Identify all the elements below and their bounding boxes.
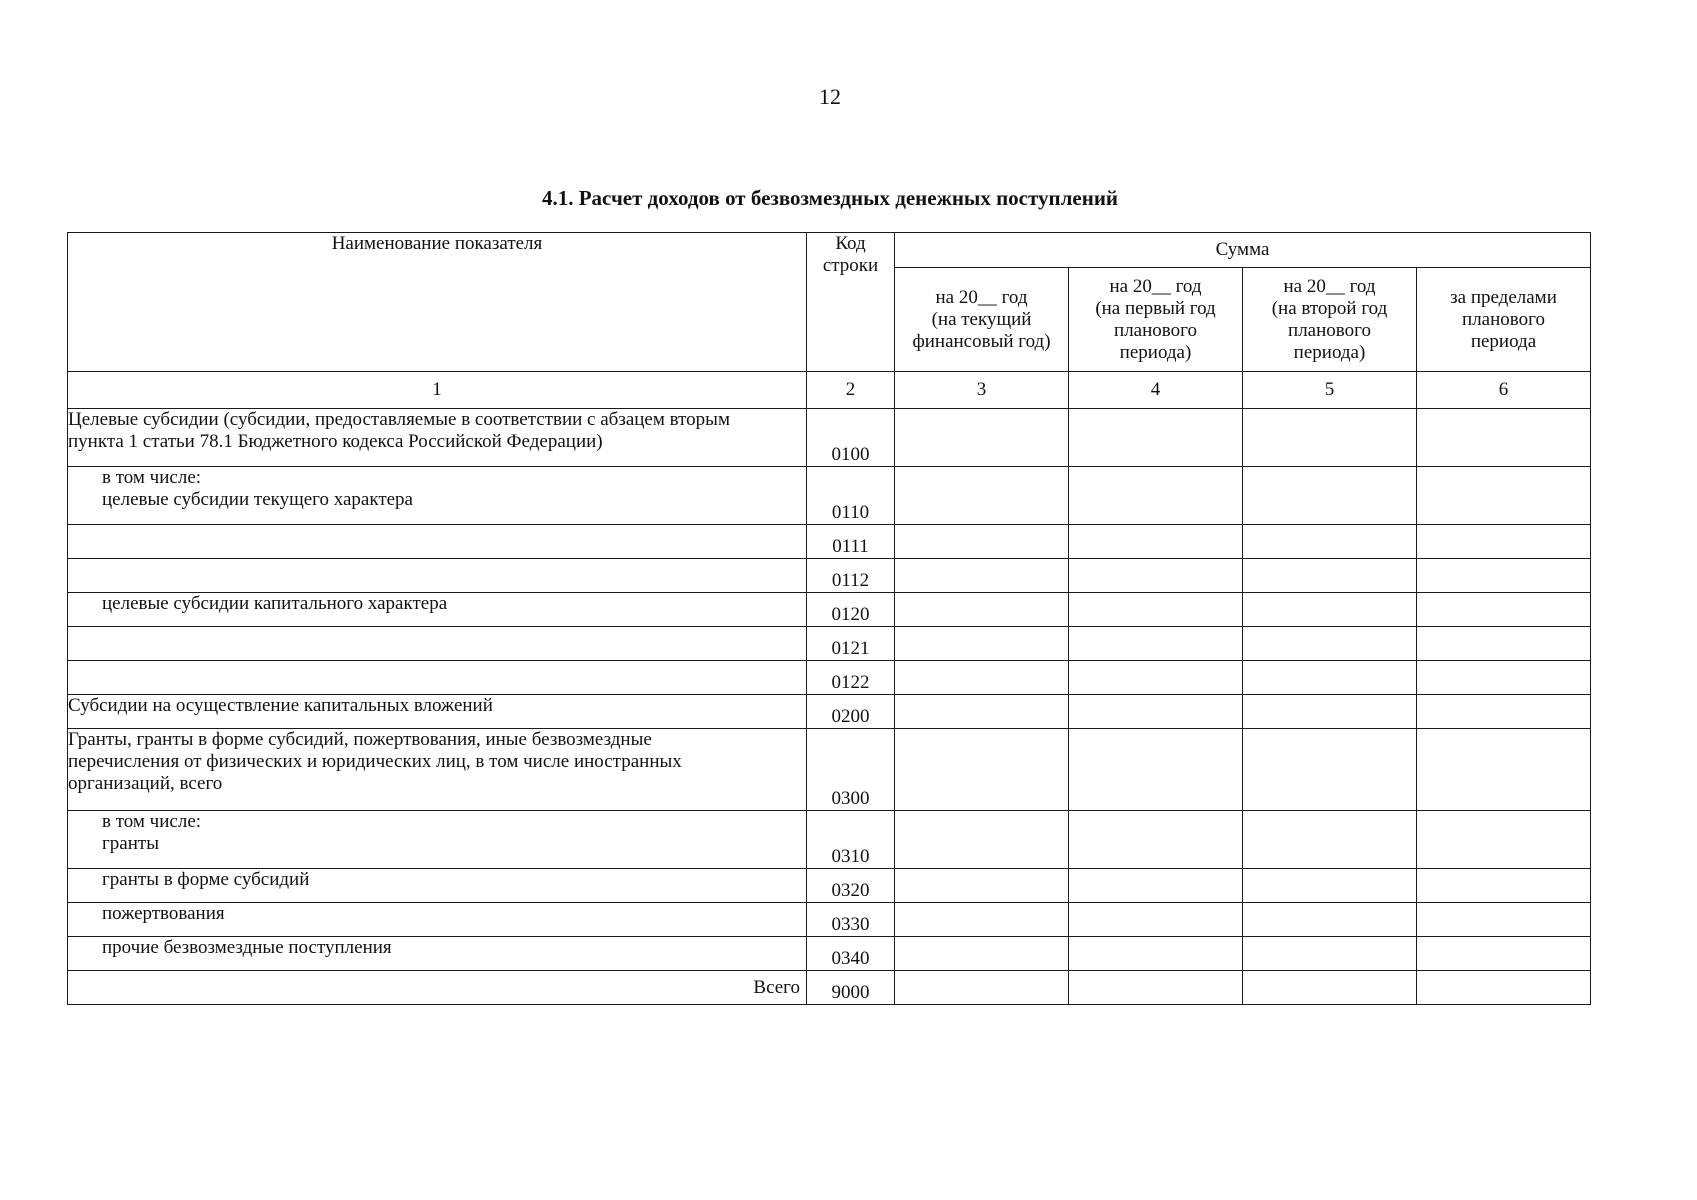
row-name: Субсидии на осуществление капитальных вложений <box>68 695 807 729</box>
value-cell <box>1243 937 1417 971</box>
value-cell <box>1417 811 1591 869</box>
value-cell <box>895 409 1069 467</box>
value-cell <box>1417 971 1591 1005</box>
row-name <box>68 467 807 525</box>
header-code-line2: строки <box>822 255 879 276</box>
value-cell <box>1243 467 1417 525</box>
table-row <box>68 467 1591 525</box>
row-name <box>68 409 807 467</box>
header-period-first-plan <box>1069 268 1243 372</box>
header-sub-line: (на текущий <box>931 308 1032 330</box>
table-row <box>68 811 1591 869</box>
value-cell <box>1069 937 1243 971</box>
header-sub-line: за пределами <box>1450 286 1557 308</box>
row-name: целевые субсидии капитального характера <box>68 593 807 627</box>
value-cell <box>1069 409 1243 467</box>
value-cell <box>1069 661 1243 695</box>
value-cell <box>1417 869 1591 903</box>
page-number: 12 <box>819 84 841 109</box>
value-cell <box>1069 593 1243 627</box>
value-cell <box>895 695 1069 729</box>
header-indicator-name: Наименование показателя <box>68 233 807 372</box>
header-sub-line: на 20__ год <box>1283 275 1376 297</box>
value-cell <box>1243 525 1417 559</box>
row-code: 0200 <box>807 695 895 729</box>
column-number-row <box>68 372 1591 409</box>
row-name-line: целевые субсидии текущего характера <box>102 489 413 510</box>
row-name-line: пункта 1 статьи 78.1 Бюджетного кодекса Российской Федерации) <box>68 431 603 452</box>
income-calculation-table <box>67 232 1591 1005</box>
value-cell <box>895 869 1069 903</box>
row-name <box>68 627 807 661</box>
value-cell <box>1243 729 1417 811</box>
header-period-current <box>895 268 1069 372</box>
value-cell <box>1417 593 1591 627</box>
row-code: 0100 <box>807 409 895 467</box>
value-cell <box>895 559 1069 593</box>
value-cell <box>1417 695 1591 729</box>
value-cell <box>895 593 1069 627</box>
value-cell <box>895 937 1069 971</box>
value-cell <box>895 661 1069 695</box>
table-row <box>68 903 1591 937</box>
table-row <box>68 525 1591 559</box>
header-sub-line: планового <box>1288 319 1371 341</box>
table-row <box>68 409 1591 467</box>
value-cell <box>1417 559 1591 593</box>
table-row <box>68 695 1591 729</box>
row-name <box>68 525 807 559</box>
table-row <box>68 937 1591 971</box>
value-cell <box>1417 903 1591 937</box>
header-sub-line: периода) <box>1119 341 1192 363</box>
row-name-line: в том числе: <box>102 811 202 832</box>
value-cell <box>895 729 1069 811</box>
row-name: пожертвования <box>68 903 807 937</box>
header-sub-line: планового <box>1114 319 1197 341</box>
total-row <box>68 971 1591 1005</box>
value-cell <box>1069 525 1243 559</box>
value-cell <box>1243 627 1417 661</box>
value-cell <box>1069 903 1243 937</box>
header-code-line1: Код <box>835 233 866 254</box>
row-name <box>68 559 807 593</box>
value-cell <box>1417 409 1591 467</box>
value-cell <box>1243 409 1417 467</box>
value-cell <box>895 971 1069 1005</box>
header-sub-line: на 20__ год <box>935 286 1028 308</box>
value-cell <box>1069 971 1243 1005</box>
row-code: 9000 <box>807 971 895 1005</box>
value-cell <box>1417 467 1591 525</box>
table-row <box>68 869 1591 903</box>
column-number: 5 <box>1243 372 1417 409</box>
row-name-line: Гранты, гранты в форме субсидий, пожертвования, иные безвозмездные <box>68 729 652 750</box>
value-cell <box>1069 559 1243 593</box>
row-code: 0120 <box>807 593 895 627</box>
row-name: прочие безвозмездные поступления <box>68 937 807 971</box>
row-name-line: перечисления от физических и юридических лиц, в том числе иностранных <box>68 751 682 772</box>
value-cell <box>1243 593 1417 627</box>
total-label: Всего <box>68 971 807 1005</box>
row-name: гранты в форме субсидий <box>68 869 807 903</box>
value-cell <box>1417 729 1591 811</box>
column-number: 6 <box>1417 372 1591 409</box>
column-number: 1 <box>68 372 807 409</box>
header-sub-line: периода) <box>1293 341 1366 363</box>
table-row <box>68 729 1591 811</box>
value-cell <box>1069 869 1243 903</box>
header-sub-line: (на первый год <box>1095 297 1216 319</box>
value-cell <box>1417 661 1591 695</box>
table-row <box>68 593 1591 627</box>
value-cell <box>1069 729 1243 811</box>
value-cell <box>1243 869 1417 903</box>
table-row <box>68 627 1591 661</box>
value-cell <box>895 811 1069 869</box>
row-code: 0300 <box>807 729 895 811</box>
row-code: 0110 <box>807 467 895 525</box>
value-cell <box>1243 811 1417 869</box>
row-name-line: Целевые субсидии (субсидии, предоставляемые в соответствии с абзацем вторым <box>68 409 730 430</box>
header-sum: Сумма <box>895 233 1591 268</box>
header-sub-line: финансовый год) <box>912 330 1051 352</box>
header-period-second-plan <box>1243 268 1417 372</box>
value-cell <box>895 525 1069 559</box>
value-cell <box>1243 903 1417 937</box>
value-cell <box>1417 627 1591 661</box>
row-code: 0122 <box>807 661 895 695</box>
row-code: 0320 <box>807 869 895 903</box>
header-period-beyond <box>1417 268 1591 372</box>
value-cell <box>1069 467 1243 525</box>
value-cell <box>895 627 1069 661</box>
row-name-line: гранты <box>102 833 159 854</box>
value-cell <box>1243 971 1417 1005</box>
row-code: 0111 <box>807 525 895 559</box>
header-line-code <box>807 233 895 372</box>
row-name <box>68 811 807 869</box>
table-header-row <box>68 233 1591 268</box>
value-cell <box>1243 661 1417 695</box>
column-number: 4 <box>1069 372 1243 409</box>
row-name-line: в том числе: <box>102 467 202 488</box>
header-sub-line: на 20__ год <box>1109 275 1202 297</box>
value-cell <box>1417 937 1591 971</box>
value-cell <box>895 467 1069 525</box>
row-name <box>68 729 807 811</box>
row-name <box>68 661 807 695</box>
value-cell <box>1243 559 1417 593</box>
value-cell <box>1069 811 1243 869</box>
table-row <box>68 559 1591 593</box>
column-number: 3 <box>895 372 1069 409</box>
value-cell <box>1069 695 1243 729</box>
table-row <box>68 661 1591 695</box>
row-name-line: организаций, всего <box>68 773 223 794</box>
value-cell <box>1417 525 1591 559</box>
header-sub-line: периода <box>1470 330 1537 352</box>
value-cell <box>1243 695 1417 729</box>
document-title: 4.1. Расчет доходов от безвозмездных денежных поступлений <box>541 186 1119 210</box>
row-code: 0340 <box>807 937 895 971</box>
header-sub-line: (на второй год <box>1271 297 1388 319</box>
column-number: 2 <box>807 372 895 409</box>
value-cell <box>895 903 1069 937</box>
row-code: 0330 <box>807 903 895 937</box>
value-cell <box>1069 627 1243 661</box>
row-code: 0112 <box>807 559 895 593</box>
row-code: 0310 <box>807 811 895 869</box>
header-sub-line: планового <box>1462 308 1545 330</box>
row-code: 0121 <box>807 627 895 661</box>
